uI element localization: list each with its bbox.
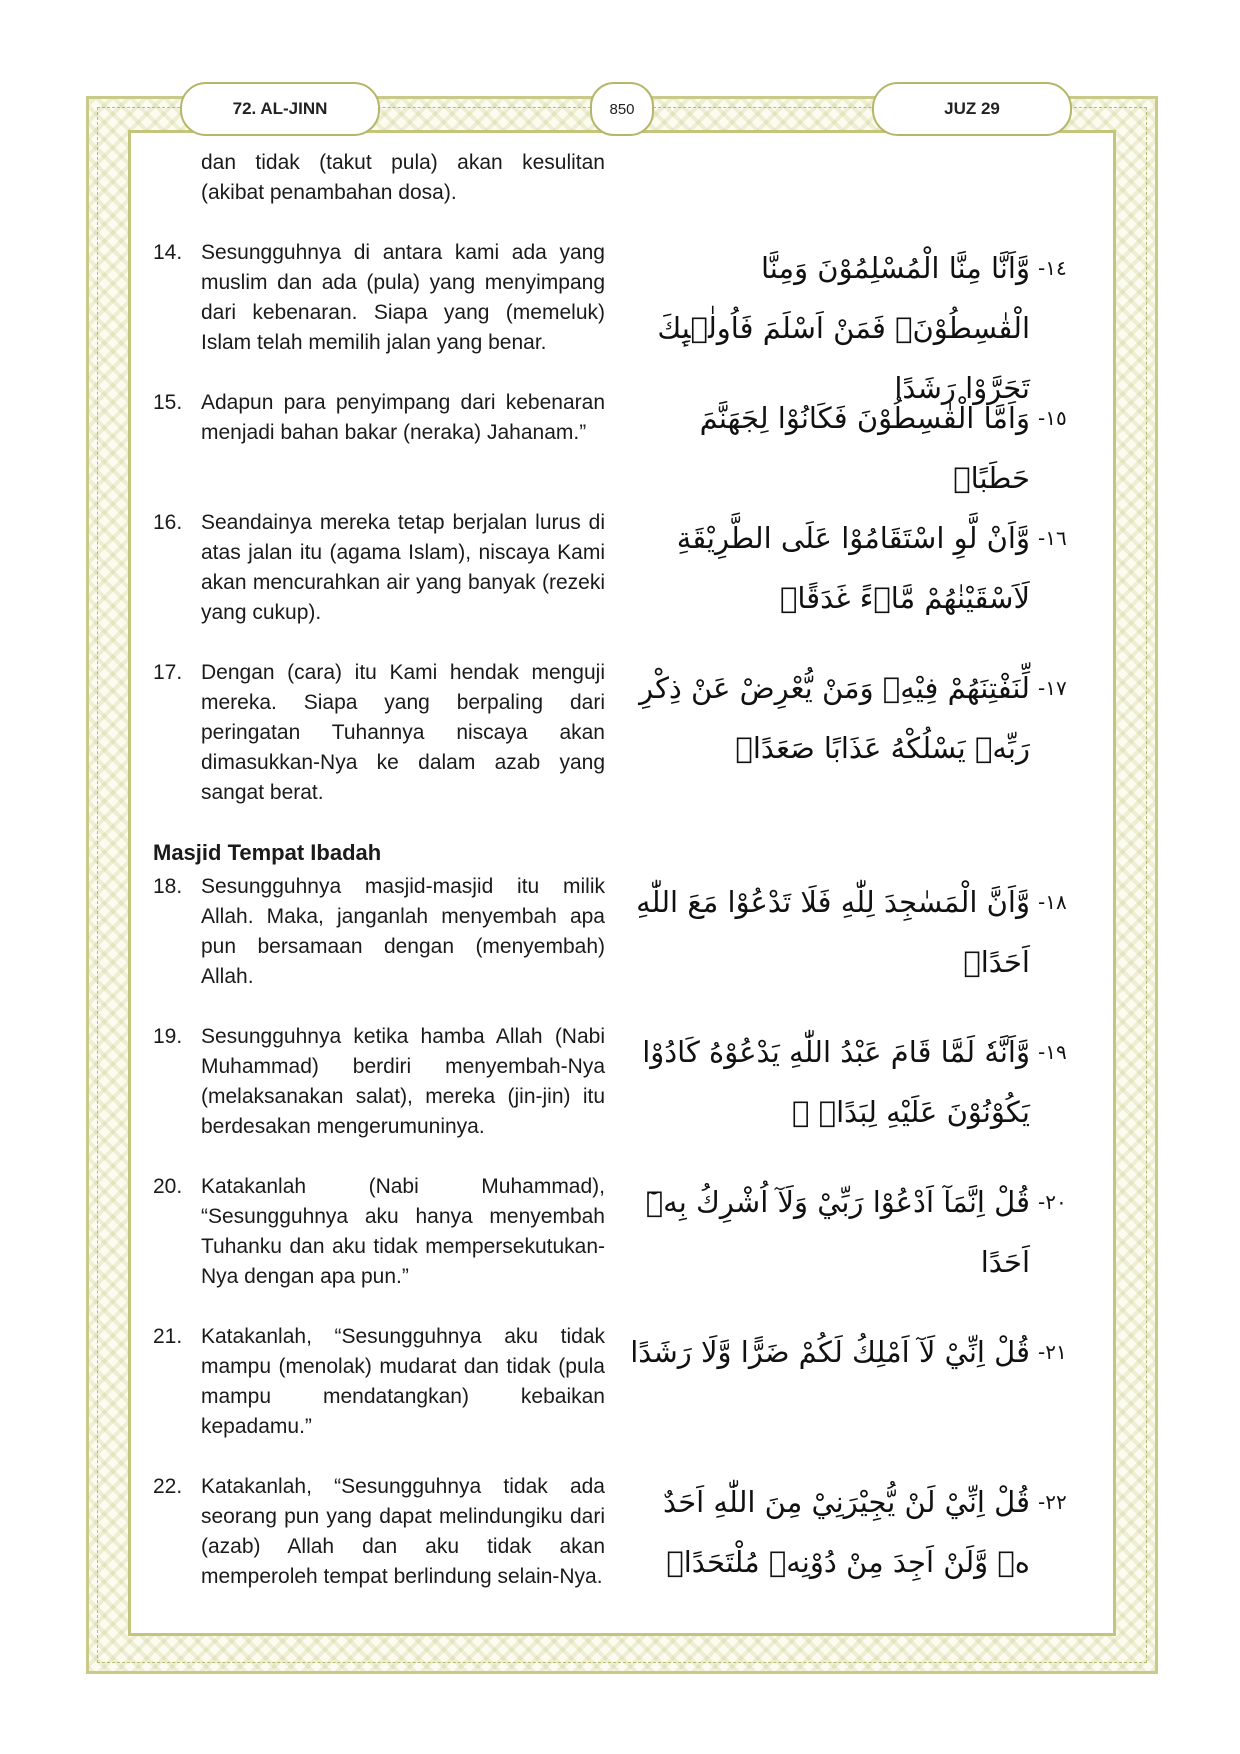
section-heading: Masjid Tempat Ibadah	[153, 840, 382, 865]
verse-arabic: وَاَمَّا الْقٰسِطُوْنَ فَكَانُوْا لِجَهَنَّمَ حَطَبًاۙ	[699, 401, 1030, 495]
arabic-verse-number: -٢١	[1038, 1340, 1067, 1364]
verse-arabic: قُلْ اِنِّيْ لَآ اَمْلِكُ لَكُمْ ضَرًّا وَّلَا رَشَدًا	[630, 1335, 1030, 1369]
page-number: 850	[590, 82, 654, 136]
page-content	[128, 130, 1110, 1630]
verse-number: 17.	[153, 661, 183, 684]
juz-label: JUZ 29	[872, 82, 1072, 136]
verse-translation: Sesungguhnya masjid-masjid itu milik Allah. Maka, janganlah menyembah apa pun bersamaan dengan (menyembah) Allah.	[201, 875, 605, 988]
verse-arabic: وَّاَنَّا مِنَّا الْمُسْلِمُوْنَ وَمِنَّا الْقٰسِطُوْنَۗ فَمَنْ اَسْلَمَ فَاُولٰۤىِٕكَ تَحَرَّوْا رَشَدًا	[657, 251, 1030, 405]
verse-number: 19.	[153, 1025, 183, 1048]
verse-number: 18.	[153, 875, 183, 898]
verse-translation: Sesungguhnya di antara kami ada yang muslim dan ada (pula) yang menyimpang dari kebenaran. Siapa yang (memeluk) Islam telah memilih jalan yang benar.	[201, 241, 605, 354]
verse-number: 21.	[153, 1325, 183, 1348]
verse-translation: Adapun para penyimpang dari kebenaran menjadi bahan bakar (neraka) Jahanam.”	[201, 391, 605, 444]
arabic-verse-number: -١٤	[1038, 256, 1067, 280]
verse-arabic: وَّاَنَّهٗ لَمَّا قَامَ عَبْدُ اللّٰهِ يَدْعُوْهُ كَادُوْا يَكُوْنُوْنَ عَلَيْهِ لِبَدًاۗ ࣖ	[642, 1035, 1030, 1129]
verse-number: 14.	[153, 241, 183, 264]
surah-label: 72. AL-JINN	[180, 82, 380, 136]
arabic-verse-number: -١٨	[1038, 890, 1067, 914]
verse-arabic: قُلْ اِنِّيْ لَنْ يُّجِيْرَنِيْ مِنَ اللّٰهِ اَحَدٌ ەۙ وَّلَنْ اَجِدَ مِنْ دُوْنِهٖ مُلْتَحَدًاۙ	[663, 1485, 1030, 1579]
verse-translation: Sesungguhnya ketika hamba Allah (Nabi Muhammad) berdiri menyembah-Nya (melaksanakan salat), mereka (jin-jin) itu berdesakan mengerumuninya.	[201, 1025, 605, 1138]
verse-translation: Katakanlah, “Sesungguhnya tidak ada seorang pun yang dapat melindungiku dari (azab) Allah dan aku tidak akan memperoleh tempat berlindung selain-Nya.	[201, 1475, 605, 1588]
verse-translation: Katakanlah, “Sesungguhnya aku tidak mampu (menolak) mudarat dan tidak (pula mampu mendatangkan) kebaikan kepadamu.”	[201, 1325, 605, 1438]
verse-arabic: لِّنَفْتِنَهُمْ فِيْهِۗ وَمَنْ يُّعْرِضْ عَنْ ذِكْرِ رَبِّهٖ يَسْلُكْهُ عَذَابًا صَعَدًاۙ	[639, 671, 1030, 765]
verse-translation: Seandainya mereka tetap berjalan lurus di atas jalan itu (agama Islam), niscaya Kami akan mencurahkan air yang banyak (rezeki yang cukup).	[201, 511, 605, 624]
arabic-verse-number: -١٧	[1038, 676, 1067, 700]
verse-translation: Dengan (cara) itu Kami hendak menguji mereka. Siapa yang berpaling dari peringatan Tuhannya niscaya akan dimasukkan-Nya ke dalam azab yang sangat berat.	[201, 661, 605, 804]
verse-number: 15.	[153, 391, 183, 414]
arabic-verse-number: -٢٠	[1038, 1190, 1067, 1214]
verse-number: 16.	[153, 511, 183, 534]
verse-number: 20.	[153, 1175, 183, 1198]
continuation-text: dan tidak (takut pula) akan kesulitan (akibat penambahan dosa).	[201, 151, 605, 204]
verse-translation: Katakanlah (Nabi Muhammad), “Sesungguhnya aku hanya menyembah Tuhanku dan aku tidak mempersekutukan-Nya dengan apa pun.”	[201, 1175, 605, 1288]
arabic-verse-number: -٢٢	[1038, 1490, 1067, 1514]
arabic-verse-number: -١٩	[1038, 1040, 1067, 1064]
arabic-verse-number: -١٥	[1038, 406, 1067, 430]
verse-arabic: قُلْ اِنَّمَآ اَدْعُوْا رَبِّيْ وَلَآ اُشْرِكُ بِهٖٓ اَحَدًا	[645, 1185, 1030, 1279]
verse-arabic: وَّاَنْ لَّوِ اسْتَقَامُوْا عَلَى الطَّرِيْقَةِ لَاَسْقَيْنٰهُمْ مَّاۤءً غَدَقًاۙ	[676, 521, 1030, 615]
verse-arabic: وَّاَنَّ الْمَسٰجِدَ لِلّٰهِ فَلَا تَدْعُوْا مَعَ اللّٰهِ اَحَدًاۖ	[636, 885, 1030, 979]
verse-number: 22.	[153, 1475, 183, 1498]
arabic-verse-number: -١٦	[1038, 526, 1067, 550]
